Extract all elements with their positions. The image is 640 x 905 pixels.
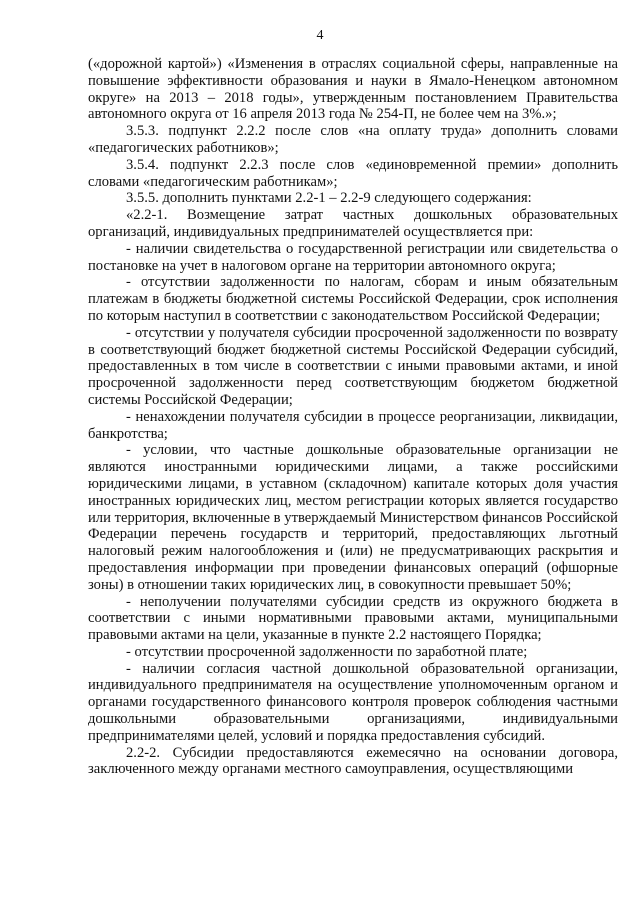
paragraph-3-5-5: 3.5.5. дополнить пунктами 2.2-1 – 2.2-9 следующего содержания: — [126, 190, 532, 207]
condition-no-reorganization: - ненахождении получателя субсидии в процессе реорганизации, ликвидации, банкротства; — [88, 408, 618, 442]
paragraph-2-2-2: 2.2-2. Субсидии предоставляются ежемесячно на основании договора, заключенного между органами местного самоуправления, осуществляющими — [88, 744, 618, 778]
paragraph-2-2-1: «2.2-1. Возмещение затрат частных дошкольных образовательных организаций, индивидуальных предпринимателей осуществляется при: — [88, 207, 618, 240]
paragraph-3-5-3: 3.5.3. подпункт 2.2.2 после слов «на оплату труда» дополнить словами «педагогических работников»; — [88, 123, 618, 156]
condition-consent-to-audit: - наличии согласия частной дошкольной образовательной организации, индивидуального предпринимателя на осуществление уполномоченным органом и органами государственного финансового контроля проверок соблюдения частными дошкольными образовательными организациями, индивидуальными предпринимателями целей, условий и порядка предоставления субсидий. — [88, 660, 618, 744]
page-number: 4 — [316, 28, 324, 43]
condition-no-salary-arrears: - отсутствии просроченной задолженности по заработной плате; — [126, 643, 528, 660]
paragraph-3-5-4: 3.5.4. подпункт 2.2.3 после слов «единовременной премии» дополнить словами «педагогическим работникам»; — [88, 156, 618, 190]
condition-registration: - наличии свидетельства о государственной регистрации или свидетельства о постановке на учет в налоговом органе на территории автономного округа; — [88, 240, 618, 274]
condition-no-other-funding: - неполучении получателями субсидии средств из окружного бюджета в соответствии с иными нормативными правовыми актами, муниципальными правовыми актами на цели, указанные в пункте 2.2 настоящего Порядка; — [88, 593, 618, 644]
condition-not-foreign-entity: - условии, что частные дошкольные образовательные организации не являются иностранными юридическими лицами, а также российскими юридическими лицами, в уставном (складочном) капитале которых доля участия иностранных юридических лиц, местом регистрации которых является государство или территория, включенные в утверждаемый Министерством финансов Российской Федерации перечень государств и территорий, предоставляющих льготный налоговый режим налогообложения и (или) не предусматривающих раскрытия и предоставления информации при проведении финансовых операций (офшорные зоны) в отношении таких юридических лиц, в совокупности превышает 50%; — [88, 442, 618, 593]
document-body — [88, 56, 618, 778]
paragraph-roadmap-continuation: («дорожной картой») «Изменения в отраслях социальной сферы, направленные на повышение эффективности образования и науки в Ямало-Ненецком автономном округе» на 2013 – 2018 годы», утвержденным постановлением Правительства автономного округа от 16 апреля 2013 года № 254-П, не более чем на 3%.»; — [88, 56, 618, 123]
condition-no-overdue-debt: - отсутствии у получателя субсидии просроченной задолженности по возврату в соответствующий бюджет бюджетной системы Российской Федерации субсидий, предоставленных в том числе в соответствии с иными правовыми актами, и иной просроченной задолженности перед соответствующим бюджетом бюджетной системы Российской Федерации; — [88, 324, 618, 408]
condition-no-tax-debt: - отсутствии задолженности по налогам, сборам и иным обязательным платежам в бюджеты бюджетной системы Российской Федерации, срок исполнения по которым наступил в соответствии с законодательством Российской Федерации; — [88, 274, 618, 324]
